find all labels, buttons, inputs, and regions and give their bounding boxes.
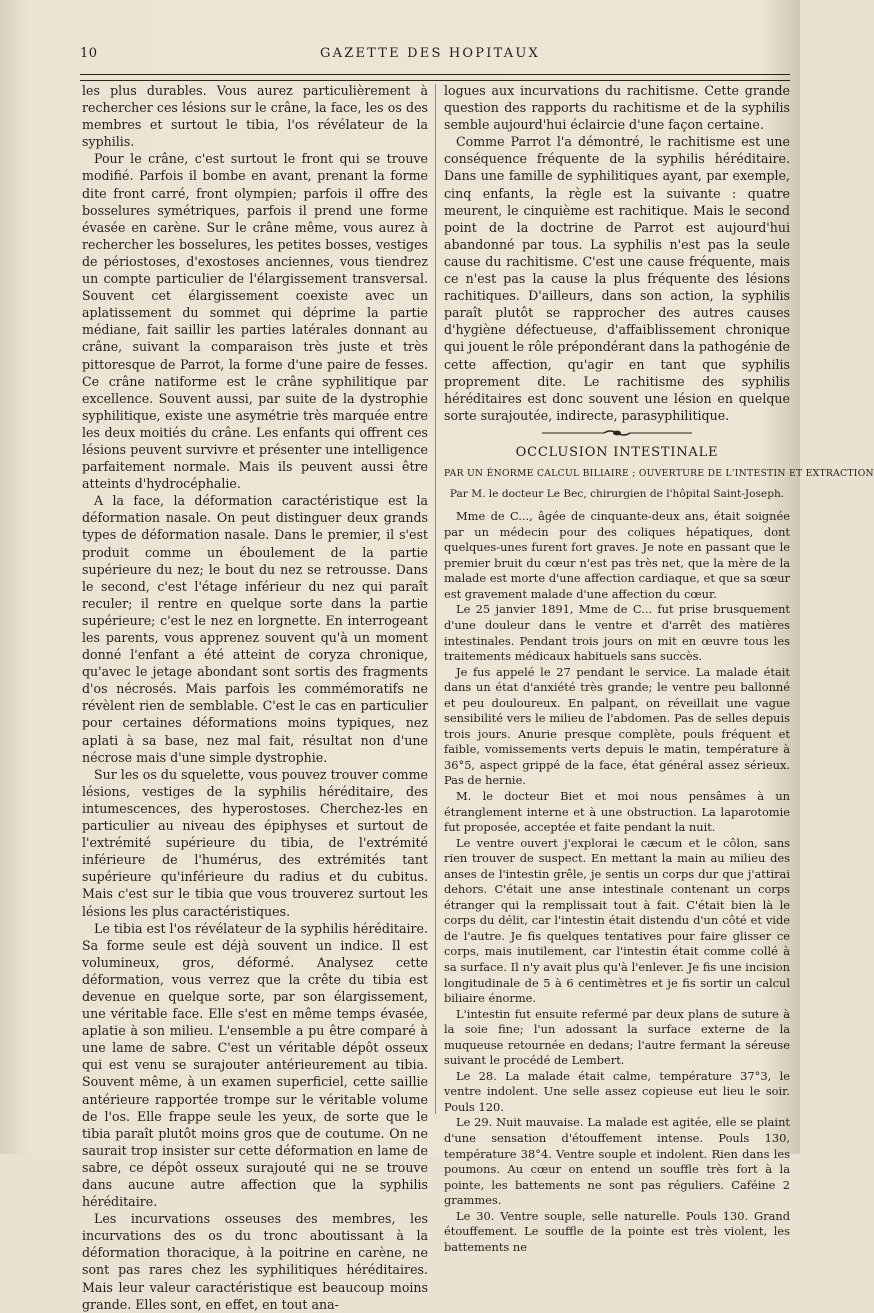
article-paragraph: Je fus appelé le 27 pendant le service. La malade était dans un état d'anxiété très grande; le ventre peu ballonné et peu douloureux. En palpant, on réveillait une vague sensibilité vers le milieu de l'abdomen. Pas de selles depuis trois jours. Anurie presque complète, pouls fréquent et faible, vomissements verts depuis le matin, température à 36°5, aspect grippé de la face, état général assez sérieux. Pas de hernie.: [444, 664, 790, 788]
left-column: [82, 82, 428, 1313]
left-paragraph: A la face, la déformation caractéristique est la déformation nasale. On peut distinguer deux grands types de déformation nasale. Dans le premier, il s'est produit comme un éboulement de la partie supérieure du nez; le bout du nez se retrousse. Dans le second, c'est l'étage inférieur du nez qui paraît reculer; il rentre en quelque sorte dans la partie supérieure; c'est le nez en lorgnette. En interrogeant les parents, vous apprenez souvent qu'à un moment donné l'enfant a été atteint de coryza chronique, qu'avec le jetage abondant sont sortis des fragments d'os nécrosés. Mais parfois les commémoratifs ne révèlent rien de semblable. C'est le cas en particulier pour certaines déformations moins typiques, nez aplati à sa base, nez mal fait, résultat non d'une nécrose mais d'une simple dystrophie.: [82, 493, 428, 765]
journal-title: GAZETTE DES HOPITAUX: [320, 46, 540, 61]
article-paragraph: Mme de C..., âgée de cinquante-deux ans, était soignée par un médecin pour des coliques hépatiques, dont quelques-unes furent fort graves. Je note en passant que le premier bruit du cœur n'est pas très net, que la mère de la malade est morte d'une affection cardiaque, et que sa sœur est gravement malade d'une affection du cœur.: [444, 509, 790, 601]
article-paragraph: Le 25 janvier 1891, Mme de C... fut prise brusquement d'une douleur dans le ventre et d'arrêt des matières intestinales. Pendant trois jours on mit en œuvre tous les traitements médicaux habituels sans succès.: [444, 602, 790, 664]
article-subtitle: PAR UN ÉNORME CALCUL BILIAIRE ; OUVERTURE DE L'INTESTIN ET EXTRACTION: [444, 467, 874, 479]
right-paragraph: Comme Parrot l'a démontré, le rachitisme est une conséquence fréquente de la syphilis héréditaire. Dans une famille de syphilitiques ayant, par exemple, cinq enfants, la règle est la suivante : quatre meurent, le cinquième est rachitique. Mais le second point de la doctrine de Parrot est aujourd'hui abandonné par tous. La syphilis n'est pas la seule cause du rachitisme. C'est une cause fréquente, mais ce n'est pas la cause la plus fréquente des lésions rachitiques. D'ailleurs, dans son action, la syphilis paraît plutôt se rapprocher des autres causes d'hygiène défectueuse, d'affaiblissement chronique qui jouent le rôle prépondérant dans la pathogénie de cette affection, qu'agir en tant que syphilis proprement dite. Le rachitisme des syphilis héréditaires est donc souvent une lésion en quelque sorte surajoutée, indirecte, parasyphilitique.: [444, 134, 790, 423]
article-paragraph: Le 30. Ventre souple, selle naturelle. Pouls 130. Grand étouffement. Le souffle de la pointe est très violent, les battements ne: [444, 1208, 790, 1254]
left-paragraph: Sur les os du squelette, vous pouvez trouver comme lésions, vestiges de la syphilis héréditaire, des intumescences, des hyperostoses. Cherchez-les en particulier au niveau des épiphyses et surtout de l'extrémité supérieure du tibia, de l'extrémité inférieure de l'humérus, des extrémités tant supérieure qu'inférieure du radius et du cubitus. Mais c'est sur le tibia que vous trouverez surtout les lésions les plus caractéristiques.: [82, 766, 428, 919]
left-paragraph: Les incurvations osseuses des membres, les incurvations des os du tronc aboutissant à la déformation thoracique, à la poitrine en carène, ne sont pas rares chez les syphilitiques héréditaires. Mais leur valeur caractéristique est beaucoup moins grande. Elles sont, en effet, en tout ana-: [82, 1211, 428, 1312]
right-column: [444, 82, 874, 1255]
article-paragraph: Le 29. Nuit mauvaise. La malade est agitée, elle se plaint d'une sensation d'étouffement intense. Pouls 130, température 38°4. Ventre souple et indolent. Rien dans les poumons. Au cœur on entend un souffle très fort à la pointe, les battements ne sont pas réguliers. Caféine 2 grammes.: [444, 1115, 790, 1208]
right-paragraph: logues aux incurvations du rachitisme. Cette grande question des rapports du rachitisme et de la syphilis semble aujourd'hui éclaircie d'une façon certaine.: [444, 83, 790, 133]
header-rule: [80, 74, 790, 81]
article-title: OCCLUSION INTESTINALE: [515, 444, 719, 460]
column-divider: [435, 84, 436, 1114]
section-ornament: [542, 428, 692, 438]
left-paragraph: Le tibia est l'os révélateur de la syphilis héréditaire. Sa forme seule est déjà souvent un indice. Il est volumineux, gros, déformé. Analysez cette déformation, vous verrez que la crête du tibia est devenue en quelque sorte, par son élargissement, une véritable face. Elle s'est en même temps évasée, aplatie à son milieu. L'ensemble a pu être comparé à une lame de sabre. C'est un véritable dépôt osseux qui est venu se surajouter antérieurement au tibia. Souvent même, à un examen superficiel, cette saillie antérieure rapportée trompe sur le véritable volume de l'os. Elle frappe seule les yeux, de sorte que le tibia paraît plutôt moins gros que de coutume. On ne saurait trop insister sur cette déformation en lame de sabre, ce dépôt osseux surajouté qui ne se trouve dans aucune autre affection que la syphilis héréditaire.: [82, 920, 428, 1210]
article-paragraph: M. le docteur Biet et moi nous pensâmes à un étranglement interne et à une obstruction. La laparotomie fut proposée, acceptée et faite pendant la nuit.: [444, 789, 790, 835]
left-paragraph: les plus durables. Vous aurez particulièrement à rechercher ces lésions sur le crâne, la face, les os des membres et surtout le tibia, l'os révélateur de la syphilis.: [82, 83, 428, 150]
page-header: [80, 44, 780, 70]
article-byline: Par M. le docteur Le Bec, chirurgien de l'hôpital Saint-Joseph.: [449, 488, 785, 501]
article-body: [444, 509, 790, 1255]
article-paragraph: Le 28. La malade était calme, température 37°3, le ventre indolent. Une selle assez copieuse eut lieu le soir. Pouls 120.: [444, 1068, 790, 1114]
page-number: 10: [80, 46, 98, 61]
article-paragraph: L'intestin fut ensuite refermé par deux plans de suture à la soie fine; l'un adossant la surface externe de la muqueuse retournée en dedans; l'autre fermant la séreuse suivant le procédé de Lembert.: [444, 1006, 790, 1068]
article-paragraph: Le ventre ouvert j'explorai le cæcum et le côlon, sans rien trouver de suspect. En mettant la main au milieu des anses de l'intestin grêle, je sentis un corps dur que j'attirai dehors. C'était une anse intestinale contenant un corps étranger qui la remplissait tout à fait. C'était bien là le corps du délit, car l'intestin était distendu d'un côté et vide de l'autre. Je fis quelques tentatives pour faire glisser ce corps, mais inutilement, car l'intestin était comme collé à sa surface. Il n'y avait plus qu'à l'enlever. Je fis une incision longitudinale de 5 à 6 centimètres et je fis sortir un calcul biliaire énorme.: [444, 835, 790, 1006]
left-paragraph: Pour le crâne, c'est surtout le front qui se trouve modifié. Parfois il bombe en avant, prenant la forme dite front carré, front olympien; parfois il offre des bosselures symétriques, parfois il prend une forme évasée en carène. Sur le crâne même, vous aurez à rechercher les bosselures, les petites bosses, vestiges de périostoses, d'exostoses anciennes, vous tiendrez un compte particulier de l'élargissement transversal. Souvent cet élargissement coexiste avec un aplatissement du sommet qui déprime la partie médiane, fait saillir les parties latérales donnant au crâne, suivant la comparaison très juste et très pittoresque de Parrot, la forme d'une paire de fesses. Ce crâne natiforme est le crâne syphilitique par excellence. Souvent aussi, par suite de la dystrophie syphilitique, existe une asymétrie très marquée entre les deux moitiés du crâne. Les enfants qui offrent ces lésions peuvent survivre et présenter une intelligence parfaitement normale. Mais ils peuvent aussi être atteints d'hydrocéphalie.: [82, 151, 428, 492]
